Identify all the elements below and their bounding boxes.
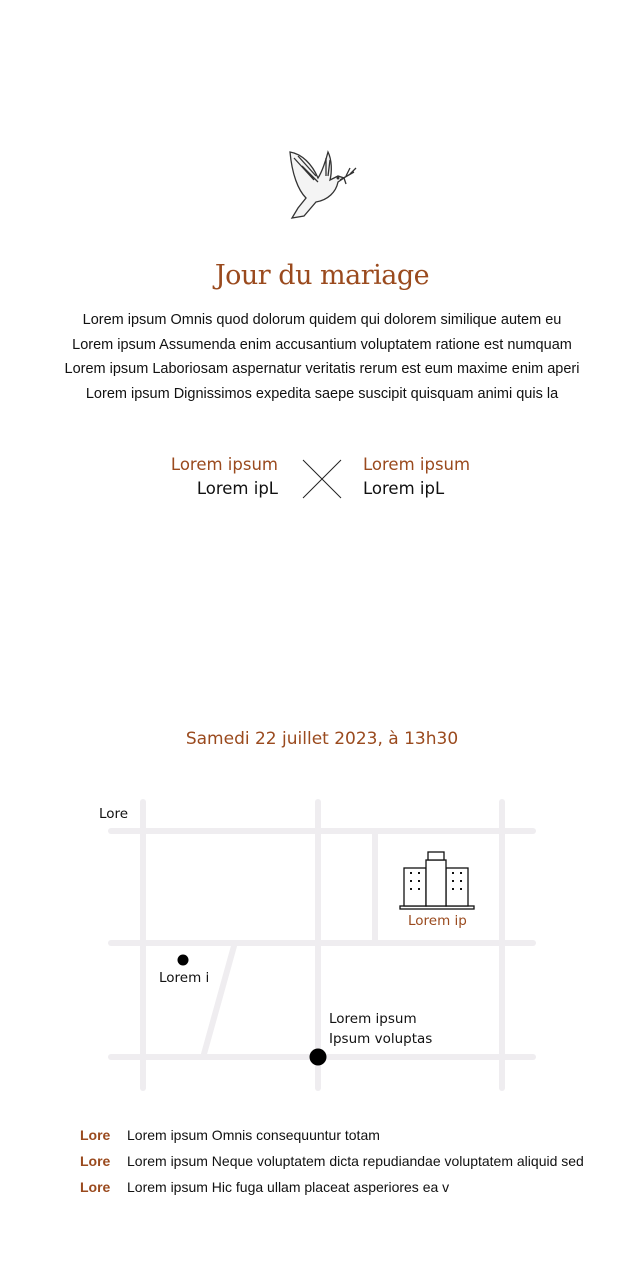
- partner-right-sub: Lorem ipL: [363, 479, 445, 498]
- detail-value: Lorem ipsum Hic fuga ullam placeat asperiores ea v: [127, 1179, 450, 1195]
- intro-text: [0, 308, 644, 406]
- map-corner-label: Lore: [99, 806, 129, 822]
- partner-left-name: Lorem ipsum: [170, 455, 278, 474]
- partner-left: [171, 455, 278, 498]
- map-point-small-label: Lorem i: [159, 970, 210, 986]
- map-point-venue: [310, 1049, 327, 1066]
- page-title: Jour du mariage: [214, 260, 430, 291]
- venue-label-line: Lorem ipsum: [329, 1011, 417, 1027]
- detail-row: [80, 1179, 449, 1195]
- intro-line: Lorem ipsum Assumenda enim accusantium voluptatem ratione est numquam: [72, 336, 572, 353]
- map-streets: [111, 802, 533, 1088]
- intro-line: Lorem ipsum Omnis quod dolorum quidem qui dolorem similique autem eu: [82, 312, 562, 328]
- map: [0, 790, 644, 1100]
- partner-right-name: Lorem ipsum: [363, 455, 471, 474]
- detail-value: Lorem ipsum Omnis consequuntur totam: [127, 1127, 380, 1143]
- dove-icon: [284, 146, 360, 224]
- detail-key: Lore: [80, 1179, 111, 1195]
- map-point-small: [178, 955, 189, 966]
- event-date: Samedi 22 juillet 2023, à 13h30: [185, 729, 459, 749]
- detail-key: Lore: [80, 1127, 111, 1143]
- venue-label-line: Ipsum voluptas: [329, 1031, 433, 1047]
- building-label: Lorem ip: [408, 913, 467, 929]
- detail-row: [80, 1153, 584, 1169]
- detail-key: Lore: [80, 1153, 111, 1169]
- intro-line: Lorem ipsum Dignissimos expedita saepe suscipit quisquam animi quis la: [85, 385, 559, 402]
- intro-line: Lorem ipsum Laboriosam aspernatur veritatis rerum est eum maxime enim aperi: [64, 361, 580, 377]
- cross-icon: [302, 459, 342, 499]
- detail-row: [80, 1127, 380, 1143]
- detail-value: Lorem ipsum Neque voluptatem dicta repudiandae voluptatem aliquid sed: [127, 1153, 584, 1169]
- partner-right: [363, 455, 470, 498]
- partner-left-sub: Lorem ipL: [196, 479, 278, 498]
- venue-label: [329, 1009, 432, 1049]
